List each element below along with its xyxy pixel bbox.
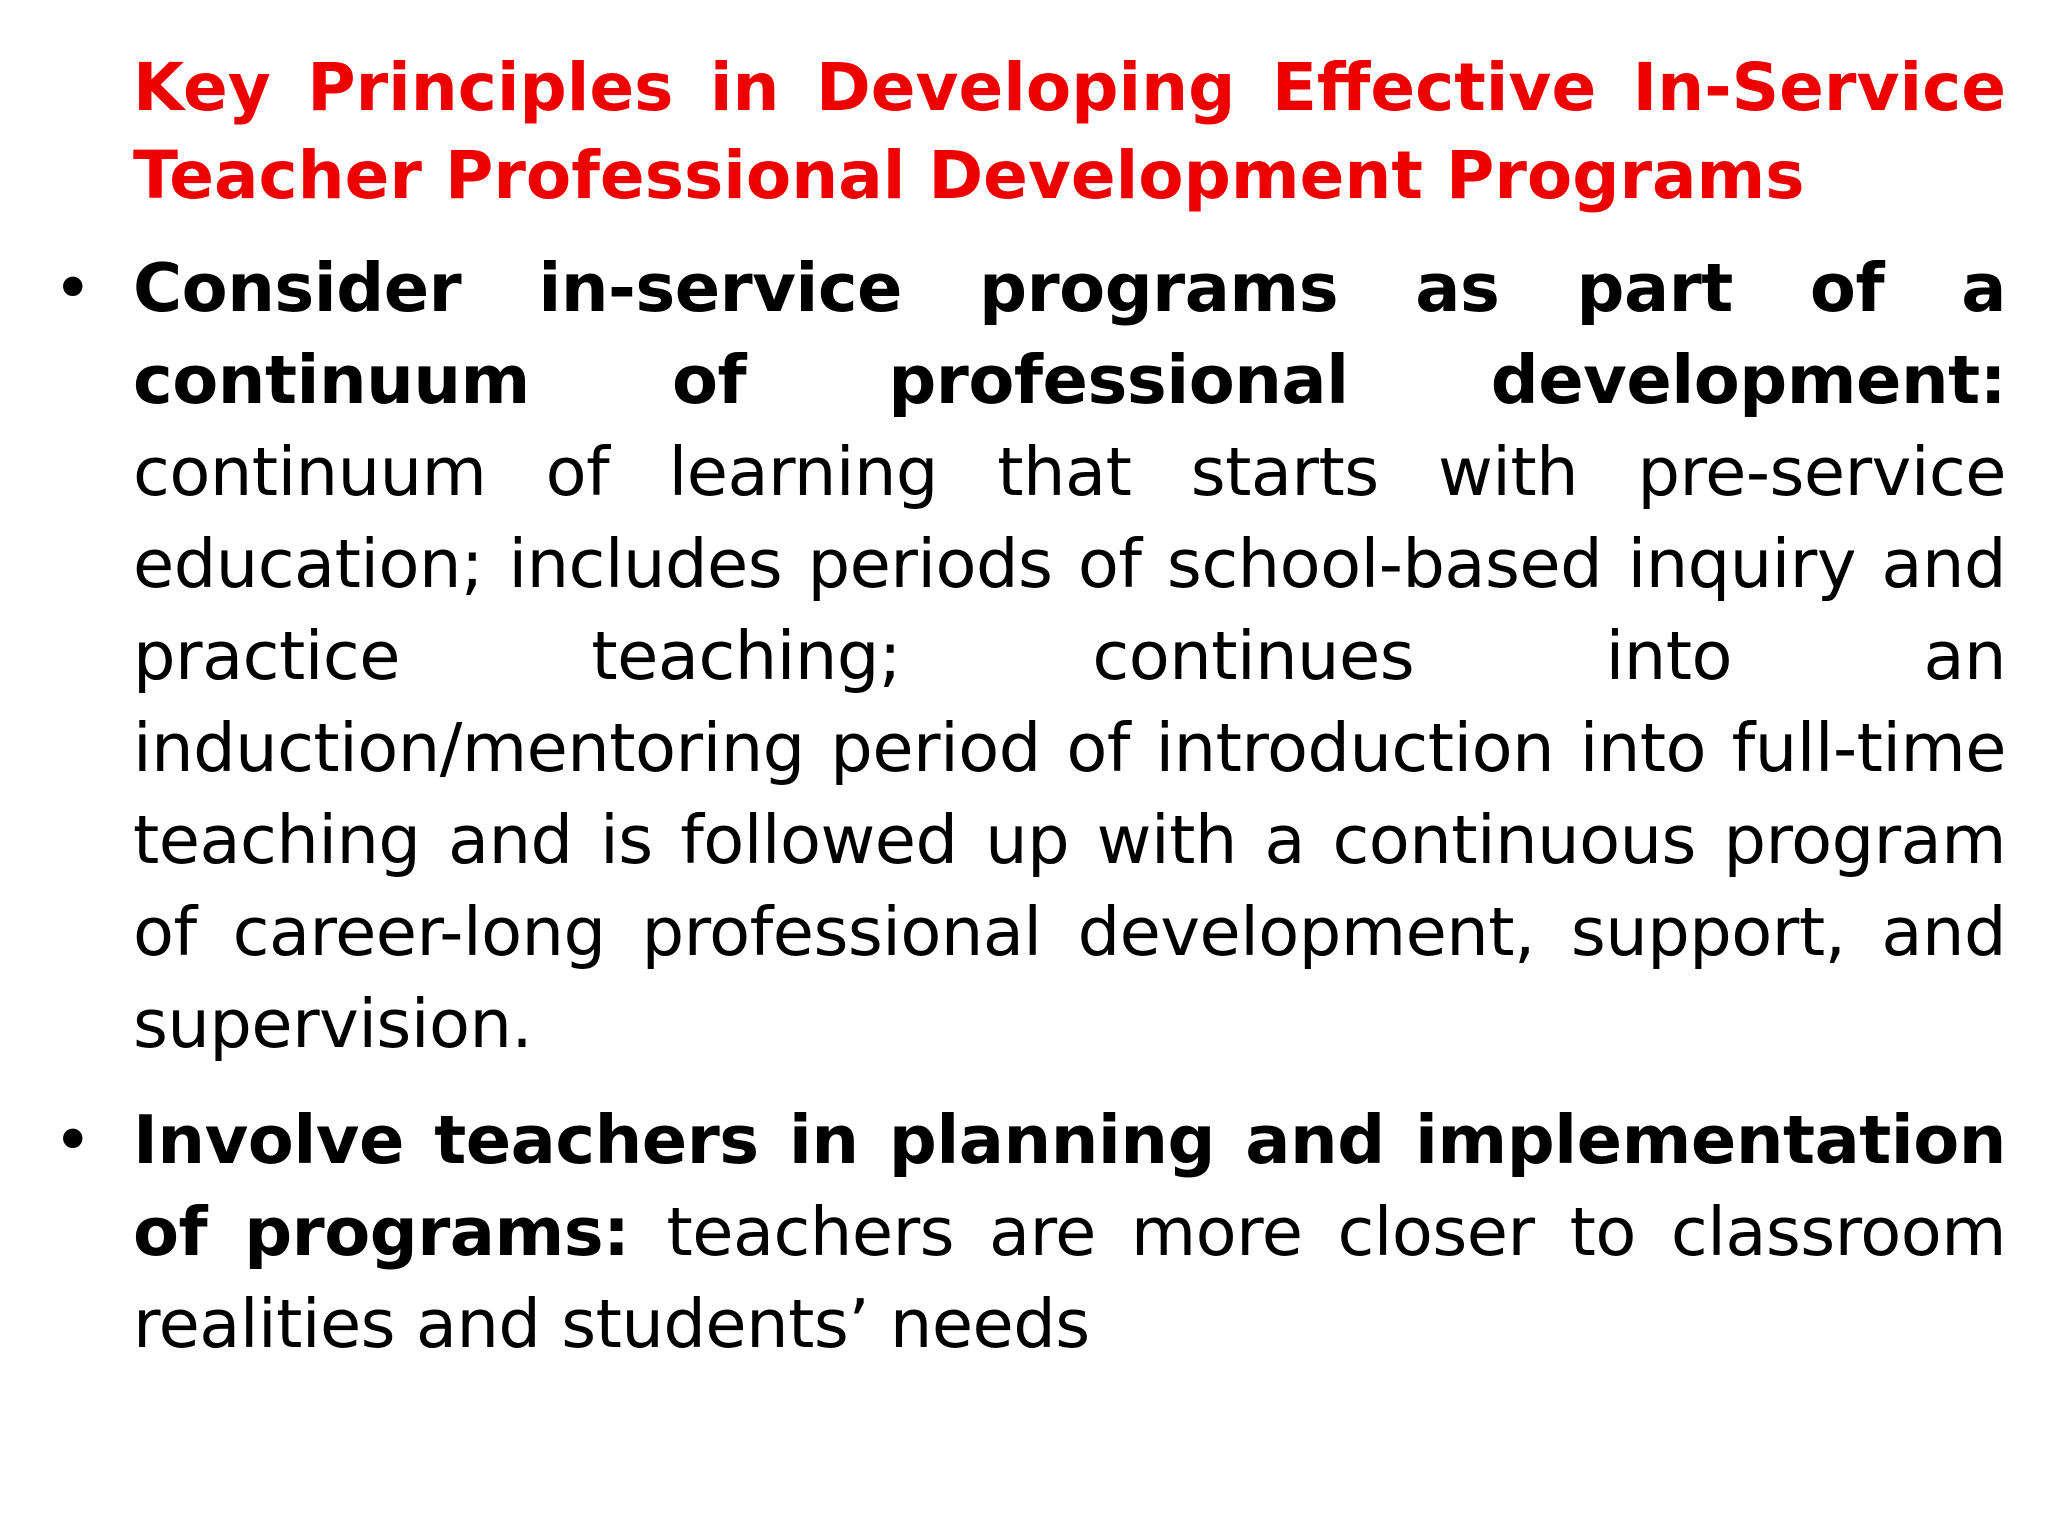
bullet-lead: Involve teachers in planning and implementation of programs: [133, 1101, 2006, 1271]
bullet-icon: • [53, 249, 93, 327]
bullet-lead: Consider in-service programs as part of a continuum of professional development: [133, 249, 2006, 419]
bullet-list [53, 242, 2007, 1370]
bullet-icon: • [53, 1101, 93, 1179]
slide-title: Key Principles in Developing Effective In-Service Teacher Professional Development Programs [133, 49, 2006, 214]
bullet-body: continuum of learning that starts with pre-service education; includes periods of school-based inquiry and practice teaching; continues into an induction/mentoring period of introduction into full-time teaching and is followed up with a continuous program of career-long professional development, support, and supervision. [133, 433, 2006, 1063]
bullet-item-involve-teachers [53, 1094, 2007, 1370]
bullet-body: teachers are more closer to classroom realities and students’ needs [133, 1193, 2007, 1363]
bullet-item-continuum [53, 242, 2006, 1070]
